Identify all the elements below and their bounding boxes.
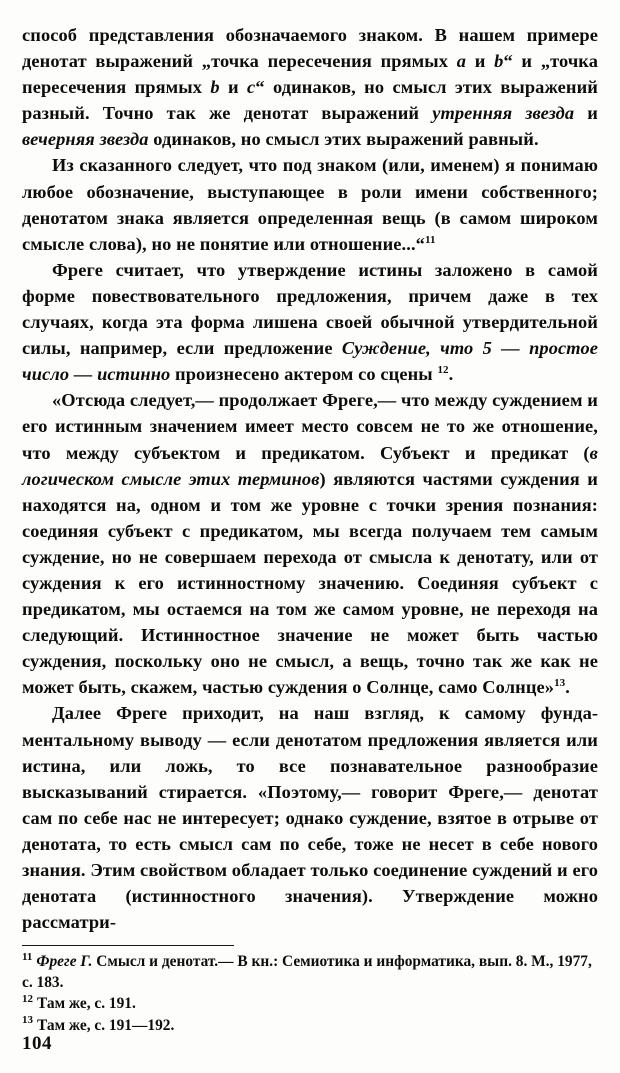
footnote-list bbox=[22, 952, 598, 1036]
italic-run: а bbox=[456, 51, 467, 72]
footnote-text bbox=[37, 1017, 174, 1034]
page-number: 104 bbox=[22, 1033, 52, 1054]
footnote-text bbox=[37, 995, 136, 1012]
text-run: ) являются частями суждения и находятся на, одном и том же уровне с точки зрения познания: соединяя субъект с предикатом, мы всегда получаем тем самым суждение, но не совершаем перехода от смысла к денотату, или от суждения к его истинностному значению. Соединяя субъект с предикатом, мы остаемся на том же самом уровне, не переходя на следующий. Истинностное значение не может быть частью суждения, поскольку оно не смысл, а вещь, точно так же как не может быть, скажем, частью суждения о Солнце, само Солнце» bbox=[22, 468, 598, 698]
text-run: способ представления обозначаемого знаком. В нашем примере денотат выражений „точка пересечения прямых bbox=[22, 25, 598, 72]
italic-run: вечерняя звезда bbox=[22, 129, 149, 150]
paragraph bbox=[22, 700, 598, 935]
footnote-marker: 13 bbox=[22, 1014, 33, 1027]
footnote-item bbox=[22, 1016, 598, 1036]
text-run: . bbox=[448, 364, 454, 385]
text-run: Смысл и денотат.— В кн.: Семиотика и информатика, вып. 8. М., 1977, с. 183. bbox=[22, 953, 592, 991]
text-run: Из сказанного следует, что под знаком (или, именем) я понимаю любое обозначение, выступающее в роли имени собственного; денотатом знака является определенная вещь (в самом широком смысле слова), но не понятие или отношение...“ bbox=[22, 155, 598, 254]
text-run: и bbox=[574, 103, 598, 124]
text-run: «Отсюда следует,— продолжает Фреге,— что между суждением и его истинным значением имеет место совсем не то же отношение, что между субъектом и предикатом. Субъект и предикат ( bbox=[22, 390, 598, 463]
italic-run: b bbox=[494, 51, 504, 72]
footnote-text bbox=[22, 953, 592, 990]
italic-run: Суждение, что 5 — простое число — истинно bbox=[22, 338, 598, 385]
footnote-item bbox=[22, 952, 598, 993]
text-run: “ и „точка пересечения прямых bbox=[22, 51, 599, 98]
italic-run: Фреге Г. bbox=[36, 953, 93, 971]
footnote-marker: 11 bbox=[22, 951, 33, 964]
text-run: Далее Фреге приходит, на наш взгляд, к самому фундаментальному выводу — если денотатом предложения является или истина, или ложь, то все познавательное разнообразие высказываний стирается. «Поэтому,— говорит Фреге,— денотат сам по себе нас не интересует; однако суждение, взятое в отрыве от денотата, то есть смысл сам по себе, тоже не несет в себе нового знания. Этим свойством обладает только соединение суждений и его денотата (истинностного значения). Утверждение можно рассматри- bbox=[22, 703, 598, 933]
text-run: и bbox=[219, 77, 248, 98]
footnote-reference: 11 bbox=[424, 233, 436, 246]
italic-run: с bbox=[247, 77, 256, 98]
paragraph bbox=[22, 387, 598, 700]
text-run: и bbox=[466, 51, 495, 72]
text-run: . bbox=[565, 677, 570, 698]
footnote-separator bbox=[22, 945, 234, 946]
italic-run: в логическом смысле этих терминов bbox=[22, 442, 598, 489]
text-run: одинаков, но смысл этих выражений равный. bbox=[148, 129, 539, 150]
text-run: Там же, с. 191. bbox=[37, 995, 136, 1013]
text-run: произнесено актером со сцены bbox=[170, 364, 438, 385]
footnote-reference: 12 bbox=[437, 364, 449, 377]
footnote-reference: 13 bbox=[554, 677, 566, 690]
page-body bbox=[22, 22, 598, 935]
italic-run: b bbox=[210, 77, 220, 98]
paragraph bbox=[22, 152, 598, 256]
footnote-marker: 12 bbox=[22, 992, 33, 1005]
text-run: Там же, с. 191—192. bbox=[37, 1016, 175, 1034]
italic-run: утренняя звезда bbox=[432, 103, 575, 124]
text-run: “ одинаков, но смысл этих выражений разный. Точно так же денотат выражений bbox=[22, 77, 599, 124]
text-run: Фреге считает, что утверждение истины заложено в самой форме повествовательного предложения, причем даже в тех случаях, когда эта форма лишена своей обычной утвердительной силы, например, если предложение bbox=[22, 259, 598, 359]
footnote-item bbox=[22, 994, 598, 1014]
paragraph bbox=[22, 257, 598, 387]
paragraph bbox=[22, 22, 598, 152]
